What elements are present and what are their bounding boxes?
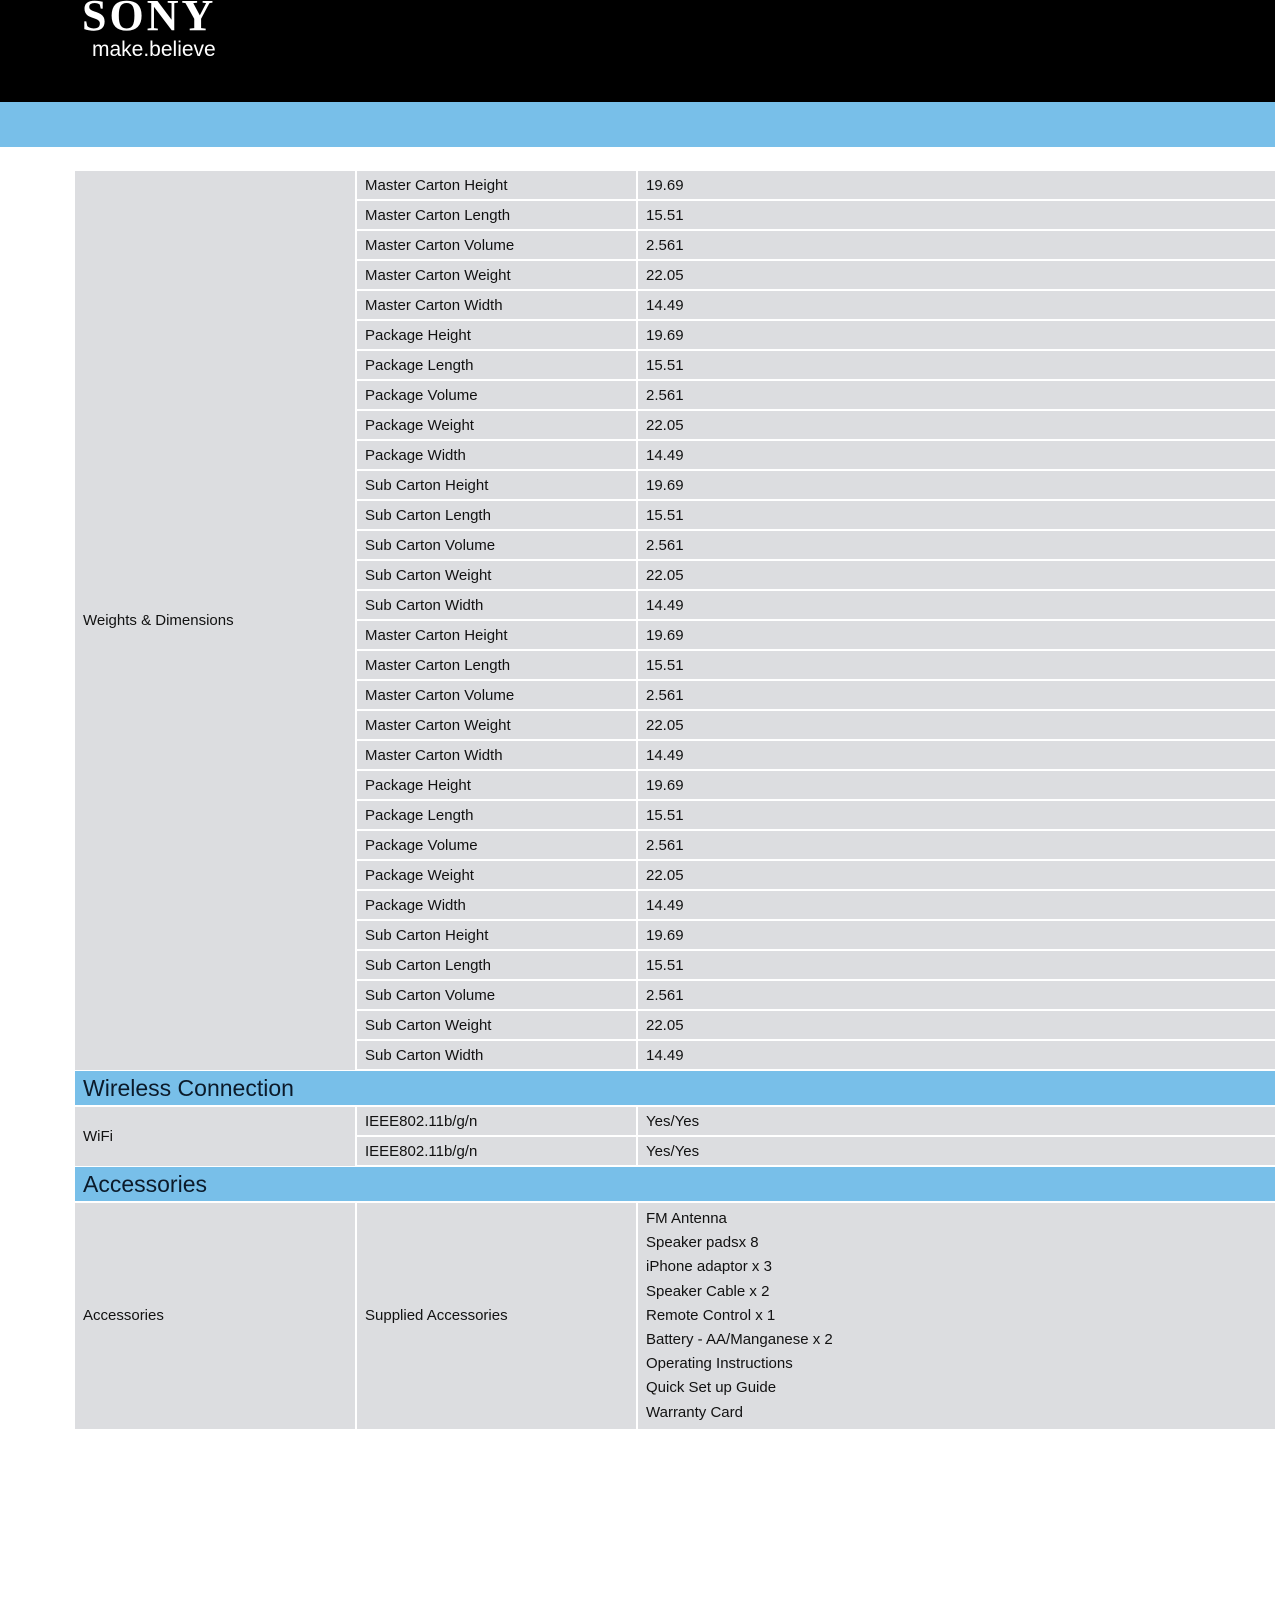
category-cell-wifi: WiFi (75, 1106, 356, 1166)
feature-cell: Sub Carton Height (356, 470, 637, 500)
section-header-accessories (75, 1166, 1275, 1202)
value-cell: 15.51 (637, 650, 1275, 680)
category-cell-weights-dimensions: Weights & Dimensions (75, 171, 356, 1070)
value-cell: 19.69 (637, 620, 1275, 650)
accessory-item: Battery - AA/Manganese x 2 (646, 1331, 833, 1349)
feature-cell: Sub Carton Width (356, 1040, 637, 1070)
feature-cell: Package Height (356, 770, 637, 800)
value-cell: 14.49 (637, 1040, 1275, 1070)
feature-cell: IEEE802.11b/g/n (356, 1106, 637, 1136)
value-cell: 2.561 (637, 230, 1275, 260)
feature-cell: Master Carton Volume (356, 230, 637, 260)
feature-cell: Master Carton Width (356, 290, 637, 320)
page-header (0, 0, 1275, 102)
feature-cell: Master Carton Weight (356, 260, 637, 290)
value-cell: 15.51 (637, 800, 1275, 830)
feature-cell: Sub Carton Volume (356, 980, 637, 1010)
feature-cell: IEEE802.11b/g/n (356, 1136, 637, 1166)
accessory-item: Remote Control x 1 (646, 1306, 776, 1324)
feature-cell: Supplied Accessories (356, 1202, 637, 1429)
feature-cell: Master Carton Weight (356, 710, 637, 740)
accessory-item: Speaker padsx 8 (646, 1234, 759, 1252)
value-cell: 2.561 (637, 680, 1275, 710)
section-title-accessories: Accessories (75, 1166, 1275, 1202)
feature-cell: Sub Carton Weight (356, 1010, 637, 1040)
value-cell: 19.69 (637, 770, 1275, 800)
value-cell: 14.49 (637, 440, 1275, 470)
value-cell: 15.51 (637, 350, 1275, 380)
feature-cell: Master Carton Length (356, 650, 637, 680)
value-cell: 22.05 (637, 410, 1275, 440)
table-row (75, 1202, 1275, 1429)
sony-logo: SONY (82, 0, 217, 40)
table-row (75, 1106, 1275, 1136)
value-cell: 22.05 (637, 710, 1275, 740)
header-accent-band (0, 102, 1275, 147)
accessory-item: Quick Set up Guide (646, 1379, 777, 1397)
value-cell: 22.05 (637, 260, 1275, 290)
value-cell: 22.05 (637, 560, 1275, 590)
feature-cell: Package Height (356, 320, 637, 350)
feature-cell: Sub Carton Length (356, 500, 637, 530)
accessory-item: Speaker Cable x 2 (646, 1282, 770, 1300)
accessory-item: Warranty Card (646, 1403, 743, 1421)
accessory-item: Operating Instructions (646, 1355, 793, 1373)
section-title-wireless: Wireless Connection (75, 1070, 1275, 1106)
feature-cell: Package Length (356, 800, 637, 830)
feature-cell: Master Carton Height (356, 171, 637, 200)
spec-table (75, 171, 1275, 1429)
value-cell: 22.05 (637, 860, 1275, 890)
value-cell: Yes/Yes (637, 1136, 1275, 1166)
accessory-item: FM Antenna (646, 1210, 727, 1227)
feature-cell: Master Carton Height (356, 620, 637, 650)
value-cell: 2.561 (637, 830, 1275, 860)
value-cell: 14.49 (637, 890, 1275, 920)
value-cell: 15.51 (637, 950, 1275, 980)
section-header-wireless (75, 1070, 1275, 1106)
category-cell-accessories: Accessories (75, 1202, 356, 1429)
feature-cell: Sub Carton Volume (356, 530, 637, 560)
value-cell: 2.561 (637, 980, 1275, 1010)
feature-cell: Sub Carton Length (356, 950, 637, 980)
value-cell: 2.561 (637, 380, 1275, 410)
value-cell: 15.51 (637, 200, 1275, 230)
accessory-list (637, 1202, 1275, 1429)
value-cell: 14.49 (637, 590, 1275, 620)
feature-cell: Sub Carton Width (356, 590, 637, 620)
feature-cell: Master Carton Volume (356, 680, 637, 710)
feature-cell: Package Weight (356, 410, 637, 440)
feature-cell: Package Width (356, 440, 637, 470)
value-cell: 22.05 (637, 1010, 1275, 1040)
feature-cell: Sub Carton Weight (356, 560, 637, 590)
value-cell: 14.49 (637, 290, 1275, 320)
value-cell: Yes/Yes (637, 1106, 1275, 1136)
feature-cell: Package Weight (356, 860, 637, 890)
feature-cell: Package Length (356, 350, 637, 380)
brand-tagline: make.believe (92, 38, 216, 61)
value-cell: 19.69 (637, 920, 1275, 950)
spec-table-body (75, 171, 1275, 1429)
feature-cell: Package Volume (356, 830, 637, 860)
value-cell: 19.69 (637, 320, 1275, 350)
feature-cell: Package Volume (356, 380, 637, 410)
table-row (75, 171, 1275, 200)
value-cell: 19.69 (637, 470, 1275, 500)
accessory-item: iPhone adaptor x 3 (646, 1258, 772, 1276)
feature-cell: Sub Carton Height (356, 920, 637, 950)
value-cell: 14.49 (637, 740, 1275, 770)
value-cell: 19.69 (637, 171, 1275, 200)
feature-cell: Package Width (356, 890, 637, 920)
feature-cell: Master Carton Width (356, 740, 637, 770)
value-cell: 15.51 (637, 500, 1275, 530)
feature-cell: Master Carton Length (356, 200, 637, 230)
value-cell: 2.561 (637, 530, 1275, 560)
